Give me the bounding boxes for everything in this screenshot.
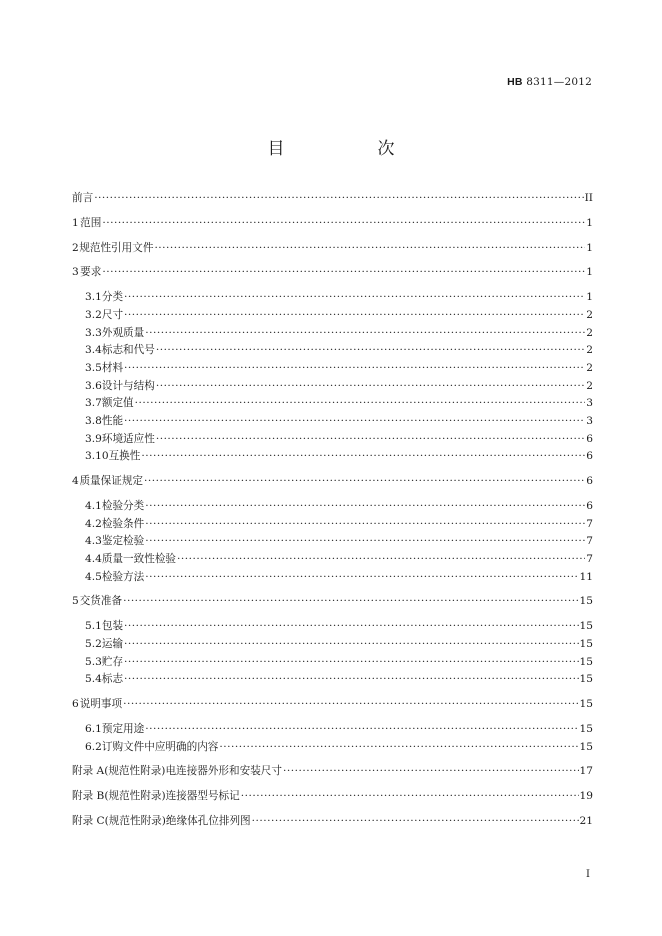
toc-entry[interactable] <box>72 342 593 360</box>
toc-entry-title: 要求 <box>80 266 102 279</box>
toc-entry[interactable] <box>72 516 593 534</box>
toc-entry-number: 3.2 <box>85 308 102 321</box>
toc-entry[interactable] <box>72 636 593 654</box>
dot-leader <box>145 533 585 551</box>
toc-entry-page: 2 <box>586 379 593 392</box>
toc-entry-title: 检验分类 <box>101 499 145 512</box>
toc-entry-title: 质量保证规定 <box>79 475 144 488</box>
toc-entry-title: 质量一致性检验 <box>101 552 177 565</box>
toc-entry-page: 17 <box>579 765 593 778</box>
toc-entry-title: 预定用途 <box>101 722 145 735</box>
toc-entry-title: 绝缘体孔位排列图 <box>165 814 251 827</box>
toc-entry-page: 3 <box>586 414 593 427</box>
dot-leader <box>145 498 585 516</box>
toc-entry-number: 4.5 <box>85 570 102 583</box>
toc-entry[interactable] <box>72 395 593 413</box>
toc-entry-page: 1 <box>586 291 593 304</box>
toc-entry-page: 15 <box>579 637 593 650</box>
page-title: 目 次 <box>267 139 433 159</box>
dot-leader <box>124 671 578 689</box>
dot-leader <box>144 473 585 491</box>
page-number: I <box>586 869 590 880</box>
dot-leader <box>241 788 579 806</box>
toc-entry[interactable] <box>72 618 593 636</box>
dot-leader <box>156 431 585 449</box>
toc-entry-page: 2 <box>586 344 593 357</box>
toc-entry[interactable] <box>72 325 593 343</box>
toc-entry[interactable] <box>72 473 593 491</box>
toc-entry-number: 4.4 <box>85 552 102 565</box>
toc-entry[interactable] <box>72 551 593 569</box>
dot-leader <box>156 378 585 396</box>
toc-entry-title: 分类 <box>101 291 124 304</box>
toc-entry-number: 3.3 <box>85 326 102 339</box>
toc-entry[interactable] <box>72 413 593 431</box>
toc-entry[interactable] <box>72 448 593 466</box>
toc-entry-title: 说明事项 <box>79 698 123 711</box>
toc-entry[interactable] <box>72 307 593 325</box>
toc-entry-title: 贮存 <box>101 655 124 668</box>
toc-entry-number: 附录 A(规范性附录) <box>72 765 166 778</box>
toc-entry[interactable] <box>72 215 593 233</box>
toc-entry[interactable] <box>72 721 593 739</box>
toc-entry-title: 运输 <box>101 637 124 650</box>
toc-entry-title: 鉴定检验 <box>101 535 145 548</box>
dot-leader <box>283 763 579 781</box>
toc-entry-number: 5.1 <box>85 620 102 633</box>
toc-entry-title: 外观质量 <box>101 326 145 339</box>
dot-leader <box>124 413 585 431</box>
toc-entry-page: 2 <box>586 361 593 374</box>
toc-entry-page: 6 <box>586 499 593 512</box>
toc-entry-page: 15 <box>579 655 593 668</box>
toc-entry-title: 检验条件 <box>101 517 145 530</box>
toc-entry-page: 19 <box>579 790 593 803</box>
toc-entry-page: 6 <box>586 475 593 488</box>
toc-entry-number: 4.1 <box>85 499 102 512</box>
toc-entry-number: 3.8 <box>85 414 102 427</box>
dot-leader <box>145 325 585 343</box>
toc-entry[interactable] <box>72 654 593 672</box>
toc-entry-page: 21 <box>579 814 593 827</box>
toc-entry[interactable] <box>72 813 593 831</box>
toc-entry[interactable] <box>72 431 593 449</box>
toc-entry-page: 15 <box>579 740 593 753</box>
dot-leader <box>141 448 585 466</box>
toc-entry-title: 材料 <box>101 361 124 374</box>
toc-entry-page: 7 <box>586 552 593 565</box>
toc-entry-page: 11 <box>579 570 593 583</box>
toc-entry-page: 1 <box>586 216 593 229</box>
toc-entry-page: II <box>584 192 593 204</box>
dot-leader <box>124 654 578 672</box>
toc-entry-number: 3.5 <box>85 361 102 374</box>
dot-leader <box>94 190 583 208</box>
toc-entry-number: 4 <box>72 475 79 488</box>
toc-entry-number: 附录 C(规范性附录) <box>72 814 166 827</box>
toc-entry-number: 4.2 <box>85 517 102 530</box>
standard-number: 8311—2012 <box>526 76 592 88</box>
toc-entry[interactable] <box>72 763 593 781</box>
dot-leader <box>124 360 585 378</box>
toc-entry-number: 3.6 <box>85 379 102 392</box>
toc-entry-title: 环境适应性 <box>101 432 155 445</box>
dot-leader <box>124 289 585 307</box>
dot-leader <box>102 264 585 282</box>
toc-entry-page: 6 <box>586 432 593 445</box>
dot-leader <box>145 721 578 739</box>
dot-leader <box>252 813 579 831</box>
standard-prefix: HB <box>507 76 523 88</box>
dot-leader <box>177 551 585 569</box>
toc-entry-number: 3.7 <box>85 397 102 410</box>
toc-entry[interactable] <box>72 289 593 307</box>
toc-entry-page: 2 <box>586 308 593 321</box>
dot-leader <box>135 395 586 413</box>
toc-entry-number: 5.2 <box>85 637 102 650</box>
toc-entry-number: 3.4 <box>85 344 102 357</box>
toc-entry[interactable] <box>72 240 593 258</box>
toc-entry-number: 3.10 <box>85 450 109 463</box>
toc-entry-number: 附录 B(规范性附录) <box>72 790 166 803</box>
dot-leader <box>123 593 578 611</box>
toc-entry-title: 范围 <box>80 216 102 229</box>
toc-entry-number: 3 <box>72 266 79 279</box>
toc-entry-title: 检验方法 <box>101 570 145 583</box>
dot-leader <box>156 342 585 360</box>
toc-entry-title: 尺寸 <box>101 308 124 321</box>
toc-entry-page: 15 <box>579 698 593 711</box>
dot-leader <box>219 739 578 757</box>
toc-entry-number: 4.3 <box>85 535 102 548</box>
toc-entry[interactable] <box>72 498 593 516</box>
dot-leader <box>102 215 585 233</box>
toc-entry-page: 15 <box>579 673 593 686</box>
toc-entry-title: 订购文件中应明确的内容 <box>101 740 219 753</box>
dot-leader <box>145 516 585 534</box>
toc-entry-number: 1 <box>72 216 79 229</box>
table-of-contents <box>72 190 593 831</box>
toc-entry-page: 1 <box>586 241 593 254</box>
toc-entry-title: 设计与结构 <box>101 379 155 392</box>
dot-leader <box>124 307 585 325</box>
standard-header <box>507 76 592 88</box>
toc-entry-title: 电连接器外形和安装尺寸 <box>165 765 282 778</box>
toc-entry[interactable] <box>72 360 593 378</box>
toc-entry-number: 6.1 <box>85 722 102 735</box>
toc-entry-page: 7 <box>586 535 593 548</box>
toc-entry-title: 前言 <box>72 192 94 204</box>
toc-entry-page: 2 <box>586 326 593 339</box>
toc-entry[interactable] <box>72 264 593 282</box>
toc-entry[interactable] <box>72 569 593 587</box>
toc-entry[interactable] <box>72 696 593 714</box>
toc-entry-number: 2 <box>72 241 79 254</box>
toc-entry-page: 1 <box>586 266 593 279</box>
toc-entry[interactable] <box>72 190 593 208</box>
toc-entry-number: 5 <box>72 595 79 608</box>
toc-entry-title: 性能 <box>101 414 124 427</box>
dot-leader <box>154 240 585 258</box>
toc-entry-number: 6 <box>72 698 79 711</box>
toc-entry-title: 交货准备 <box>79 595 123 608</box>
toc-entry-page: 15 <box>579 722 593 735</box>
toc-entry-number: 5.4 <box>85 673 102 686</box>
dot-leader <box>124 618 578 636</box>
toc-entry-page: 6 <box>586 450 593 463</box>
toc-entry-page: 15 <box>579 620 593 633</box>
toc-entry-number: 5.3 <box>85 655 102 668</box>
toc-entry[interactable] <box>72 671 593 689</box>
toc-entry[interactable] <box>72 378 593 396</box>
dot-leader <box>145 569 578 587</box>
toc-entry-title: 规范性引用文件 <box>79 241 154 254</box>
toc-entry-page: 3 <box>586 397 593 410</box>
dot-leader <box>123 696 578 714</box>
dot-leader <box>124 636 578 654</box>
toc-entry[interactable] <box>72 533 593 551</box>
toc-entry[interactable] <box>72 788 593 806</box>
toc-entry[interactable] <box>72 739 593 757</box>
toc-entry-title: 包装 <box>101 620 124 633</box>
toc-entry-title: 标志和代号 <box>101 344 155 357</box>
toc-entry-page: 7 <box>586 517 593 530</box>
toc-entry-title: 互换性 <box>108 450 141 463</box>
toc-entry[interactable] <box>72 593 593 611</box>
toc-entry-page: 15 <box>579 595 593 608</box>
toc-entry-number: 3.9 <box>85 432 102 445</box>
toc-entry-title: 标志 <box>101 673 124 686</box>
toc-entry-title: 连接器型号标记 <box>165 790 240 803</box>
toc-entry-title: 额定值 <box>101 397 134 410</box>
toc-entry-number: 3.1 <box>85 291 102 304</box>
toc-entry-number: 6.2 <box>85 740 102 753</box>
